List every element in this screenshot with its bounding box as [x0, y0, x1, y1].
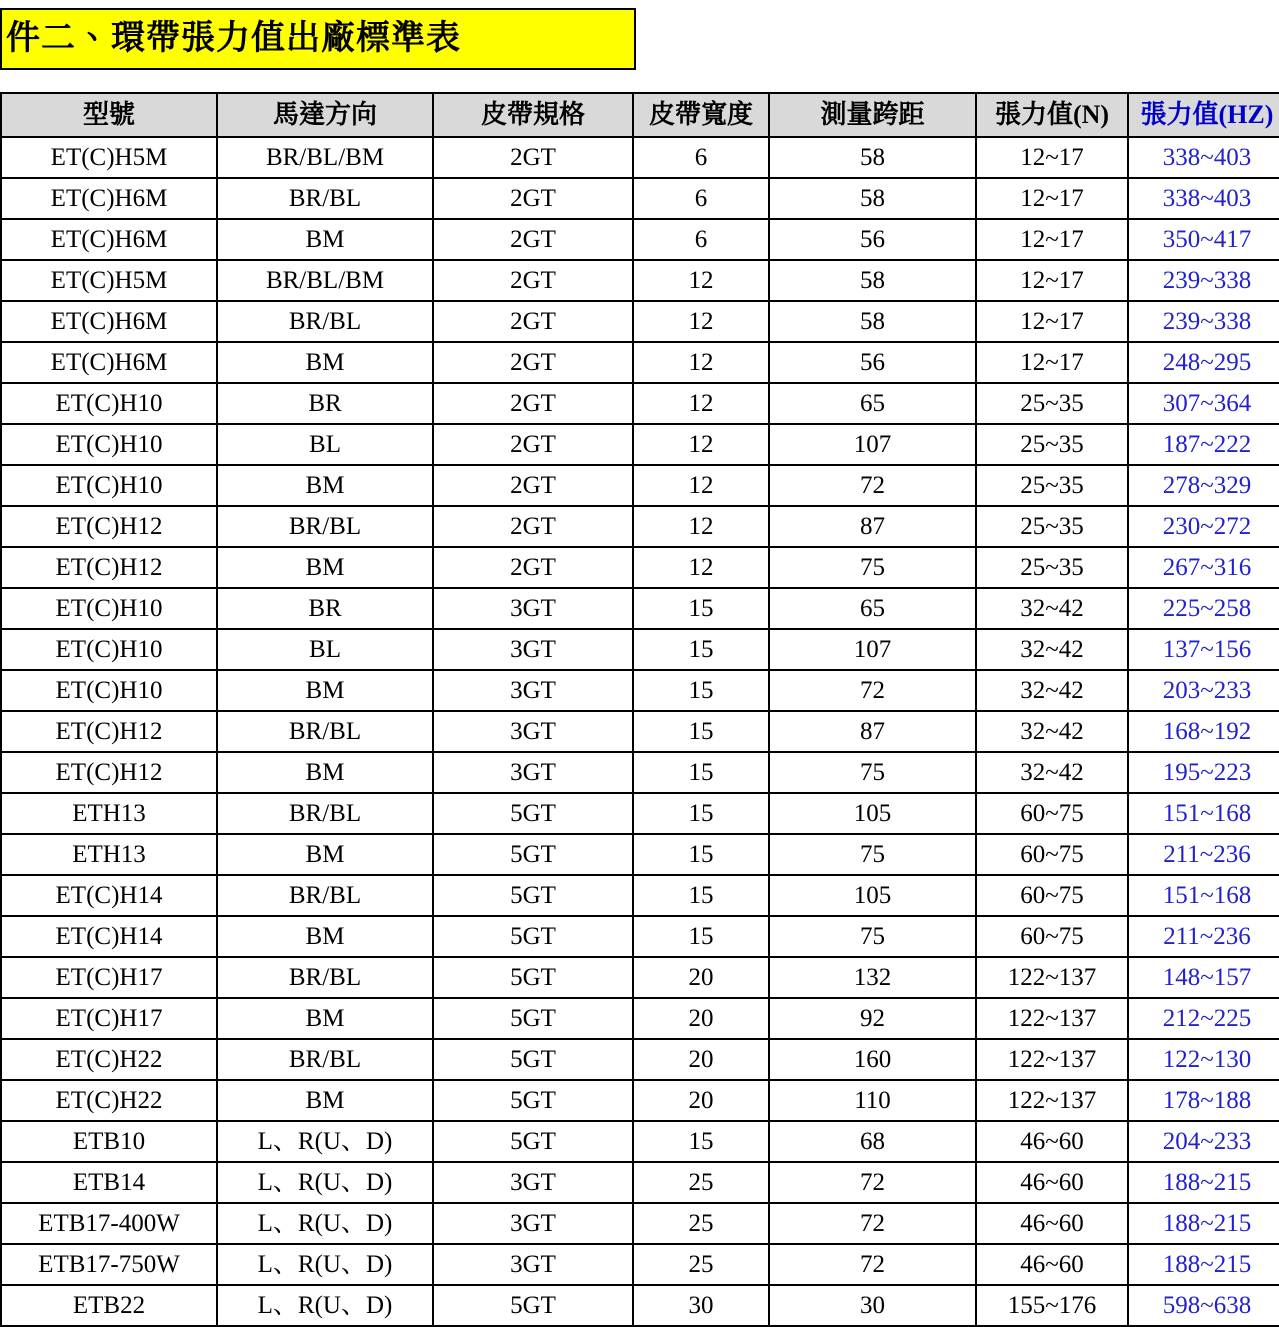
- cell-tension-hz: 212~225: [1128, 998, 1279, 1039]
- cell-motor-direction: BM: [217, 752, 433, 793]
- cell-belt-spec: 5GT: [433, 916, 633, 957]
- cell-measure-span: 65: [769, 588, 976, 629]
- cell-motor-direction: BR: [217, 383, 433, 424]
- table-row: [1, 998, 1279, 1039]
- cell-measure-span: 65: [769, 383, 976, 424]
- cell-model: ET(C)H17: [1, 957, 217, 998]
- cell-tension-hz: 598~638: [1128, 1285, 1279, 1326]
- cell-tension-n: 60~75: [976, 875, 1128, 916]
- cell-model: ET(C)H17: [1, 998, 217, 1039]
- table-row: [1, 137, 1279, 178]
- cell-measure-span: 87: [769, 506, 976, 547]
- cell-motor-direction: BM: [217, 670, 433, 711]
- cell-tension-hz: 278~329: [1128, 465, 1279, 506]
- table-row: [1, 424, 1279, 465]
- cell-tension-n: 32~42: [976, 670, 1128, 711]
- cell-motor-direction: BL: [217, 424, 433, 465]
- cell-tension-hz: 350~417: [1128, 219, 1279, 260]
- cell-motor-direction: BM: [217, 465, 433, 506]
- cell-motor-direction: BM: [217, 547, 433, 588]
- cell-tension-hz: 203~233: [1128, 670, 1279, 711]
- table-row: [1, 1244, 1279, 1285]
- cell-model: ETH13: [1, 793, 217, 834]
- cell-model: ET(C)H10: [1, 588, 217, 629]
- cell-tension-hz: 178~188: [1128, 1080, 1279, 1121]
- cell-model: ET(C)H22: [1, 1039, 217, 1080]
- cell-belt-width: 20: [633, 1080, 769, 1121]
- cell-belt-spec: 2GT: [433, 342, 633, 383]
- cell-belt-spec: 2GT: [433, 547, 633, 588]
- cell-belt-width: 6: [633, 137, 769, 178]
- cell-model: ETH13: [1, 834, 217, 875]
- cell-measure-span: 75: [769, 752, 976, 793]
- cell-belt-width: 20: [633, 1039, 769, 1080]
- cell-motor-direction: BR: [217, 588, 433, 629]
- table-header-row: [1, 93, 1279, 137]
- table-row: [1, 834, 1279, 875]
- cell-motor-direction: BM: [217, 916, 433, 957]
- table-row: [1, 793, 1279, 834]
- cell-motor-direction: BR/BL/BM: [217, 137, 433, 178]
- table-row: [1, 465, 1279, 506]
- cell-motor-direction: BR/BL: [217, 875, 433, 916]
- cell-belt-width: 15: [633, 916, 769, 957]
- cell-model: ET(C)H12: [1, 752, 217, 793]
- cell-tension-n: 60~75: [976, 834, 1128, 875]
- cell-motor-direction: BM: [217, 1080, 433, 1121]
- cell-measure-span: 75: [769, 834, 976, 875]
- cell-belt-spec: 2GT: [433, 506, 633, 547]
- cell-tension-hz: 151~168: [1128, 793, 1279, 834]
- cell-tension-hz: 338~403: [1128, 178, 1279, 219]
- cell-model: ETB17-750W: [1, 1244, 217, 1285]
- cell-measure-span: 75: [769, 916, 976, 957]
- table-row: [1, 1203, 1279, 1244]
- cell-model: ET(C)H10: [1, 465, 217, 506]
- cell-belt-width: 15: [633, 629, 769, 670]
- table-row: [1, 342, 1279, 383]
- cell-motor-direction: BR/BL: [217, 711, 433, 752]
- cell-tension-n: 12~17: [976, 219, 1128, 260]
- cell-belt-spec: 2GT: [433, 383, 633, 424]
- table-row: [1, 1285, 1279, 1326]
- cell-motor-direction: BR/BL: [217, 957, 433, 998]
- cell-motor-direction: L、R(U、D): [217, 1162, 433, 1203]
- cell-model: ET(C)H6M: [1, 219, 217, 260]
- cell-model: ET(C)H12: [1, 506, 217, 547]
- cell-belt-spec: 2GT: [433, 424, 633, 465]
- cell-measure-span: 58: [769, 178, 976, 219]
- table-row: [1, 260, 1279, 301]
- cell-measure-span: 72: [769, 1203, 976, 1244]
- cell-tension-n: 32~42: [976, 711, 1128, 752]
- cell-measure-span: 87: [769, 711, 976, 752]
- cell-measure-span: 56: [769, 219, 976, 260]
- cell-belt-spec: 5GT: [433, 1039, 633, 1080]
- cell-belt-spec: 3GT: [433, 1244, 633, 1285]
- cell-measure-span: 30: [769, 1285, 976, 1326]
- cell-belt-width: 12: [633, 301, 769, 342]
- table-row: [1, 916, 1279, 957]
- cell-belt-width: 25: [633, 1203, 769, 1244]
- cell-model: ETB17-400W: [1, 1203, 217, 1244]
- cell-belt-width: 15: [633, 670, 769, 711]
- cell-model: ET(C)H10: [1, 670, 217, 711]
- cell-belt-width: 15: [633, 711, 769, 752]
- table-row: [1, 383, 1279, 424]
- cell-tension-hz: 307~364: [1128, 383, 1279, 424]
- cell-belt-spec: 5GT: [433, 834, 633, 875]
- column-header-motor-direction: 馬達方向: [217, 93, 433, 137]
- cell-belt-spec: 2GT: [433, 301, 633, 342]
- cell-tension-hz: 267~316: [1128, 547, 1279, 588]
- cell-tension-n: 46~60: [976, 1203, 1128, 1244]
- column-header-measure-span: 測量跨距: [769, 93, 976, 137]
- tension-table-container: [0, 92, 1279, 1327]
- cell-measure-span: 58: [769, 301, 976, 342]
- cell-tension-n: 155~176: [976, 1285, 1128, 1326]
- cell-belt-spec: 5GT: [433, 1285, 633, 1326]
- column-header-belt-spec: 皮帶規格: [433, 93, 633, 137]
- cell-motor-direction: BM: [217, 998, 433, 1039]
- cell-tension-n: 122~137: [976, 957, 1128, 998]
- cell-belt-width: 12: [633, 547, 769, 588]
- cell-motor-direction: L、R(U、D): [217, 1244, 433, 1285]
- cell-tension-n: 46~60: [976, 1121, 1128, 1162]
- cell-model: ET(C)H6M: [1, 342, 217, 383]
- cell-measure-span: 107: [769, 424, 976, 465]
- cell-tension-n: 46~60: [976, 1244, 1128, 1285]
- cell-tension-hz: 230~272: [1128, 506, 1279, 547]
- cell-tension-n: 12~17: [976, 178, 1128, 219]
- cell-tension-n: 122~137: [976, 998, 1128, 1039]
- cell-tension-hz: 168~192: [1128, 711, 1279, 752]
- cell-model: ET(C)H10: [1, 383, 217, 424]
- cell-belt-spec: 2GT: [433, 260, 633, 301]
- table-row: [1, 957, 1279, 998]
- cell-belt-width: 20: [633, 998, 769, 1039]
- table-row: [1, 629, 1279, 670]
- cell-belt-spec: 3GT: [433, 711, 633, 752]
- cell-tension-hz: 148~157: [1128, 957, 1279, 998]
- cell-model: ET(C)H10: [1, 629, 217, 670]
- cell-measure-span: 72: [769, 670, 976, 711]
- column-header-model: 型號: [1, 93, 217, 137]
- cell-measure-span: 132: [769, 957, 976, 998]
- cell-measure-span: 68: [769, 1121, 976, 1162]
- cell-measure-span: 105: [769, 875, 976, 916]
- cell-tension-n: 32~42: [976, 752, 1128, 793]
- cell-measure-span: 58: [769, 137, 976, 178]
- cell-tension-n: 12~17: [976, 137, 1128, 178]
- cell-belt-width: 12: [633, 342, 769, 383]
- cell-motor-direction: BR/BL: [217, 793, 433, 834]
- cell-model: ET(C)H14: [1, 916, 217, 957]
- column-header-tension-n: 張力值(N): [976, 93, 1128, 137]
- cell-belt-spec: 3GT: [433, 670, 633, 711]
- cell-tension-n: 25~35: [976, 547, 1128, 588]
- cell-tension-hz: 225~258: [1128, 588, 1279, 629]
- cell-tension-n: 12~17: [976, 260, 1128, 301]
- cell-measure-span: 107: [769, 629, 976, 670]
- cell-belt-width: 30: [633, 1285, 769, 1326]
- cell-tension-n: 32~42: [976, 588, 1128, 629]
- cell-tension-n: 122~137: [976, 1080, 1128, 1121]
- cell-motor-direction: L、R(U、D): [217, 1285, 433, 1326]
- cell-motor-direction: BR/BL: [217, 506, 433, 547]
- cell-measure-span: 56: [769, 342, 976, 383]
- cell-tension-hz: 338~403: [1128, 137, 1279, 178]
- cell-tension-hz: 239~338: [1128, 260, 1279, 301]
- page-title: 件二、環帶張力值出廠標準表: [6, 20, 461, 57]
- cell-tension-n: 25~35: [976, 506, 1128, 547]
- cell-tension-n: 25~35: [976, 383, 1128, 424]
- cell-motor-direction: BR/BL: [217, 178, 433, 219]
- cell-measure-span: 72: [769, 1244, 976, 1285]
- column-header-belt-width: 皮帶寬度: [633, 93, 769, 137]
- cell-tension-hz: 211~236: [1128, 834, 1279, 875]
- cell-tension-n: 46~60: [976, 1162, 1128, 1203]
- table-body: [1, 137, 1279, 1326]
- cell-belt-width: 12: [633, 424, 769, 465]
- cell-motor-direction: L、R(U、D): [217, 1121, 433, 1162]
- cell-belt-width: 15: [633, 793, 769, 834]
- cell-motor-direction: BM: [217, 219, 433, 260]
- cell-measure-span: 92: [769, 998, 976, 1039]
- cell-belt-spec: 3GT: [433, 752, 633, 793]
- cell-model: ET(C)H10: [1, 424, 217, 465]
- cell-motor-direction: BR/BL/BM: [217, 260, 433, 301]
- table-row: [1, 1162, 1279, 1203]
- cell-belt-spec: 3GT: [433, 1203, 633, 1244]
- cell-tension-hz: 195~223: [1128, 752, 1279, 793]
- table-row: [1, 670, 1279, 711]
- cell-belt-spec: 2GT: [433, 178, 633, 219]
- cell-model: ET(C)H5M: [1, 137, 217, 178]
- cell-model: ET(C)H6M: [1, 301, 217, 342]
- cell-measure-span: 105: [769, 793, 976, 834]
- table-row: [1, 178, 1279, 219]
- cell-belt-spec: 5GT: [433, 1080, 633, 1121]
- cell-belt-width: 15: [633, 875, 769, 916]
- cell-motor-direction: L、R(U、D): [217, 1203, 433, 1244]
- cell-belt-width: 12: [633, 465, 769, 506]
- cell-tension-n: 122~137: [976, 1039, 1128, 1080]
- cell-tension-hz: 188~215: [1128, 1203, 1279, 1244]
- cell-motor-direction: BM: [217, 834, 433, 875]
- cell-tension-hz: 137~156: [1128, 629, 1279, 670]
- cell-tension-hz: 204~233: [1128, 1121, 1279, 1162]
- cell-belt-spec: 5GT: [433, 998, 633, 1039]
- cell-model: ET(C)H6M: [1, 178, 217, 219]
- cell-belt-spec: 5GT: [433, 957, 633, 998]
- tension-standard-table: [0, 92, 1279, 1327]
- cell-model: ETB10: [1, 1121, 217, 1162]
- cell-belt-width: 25: [633, 1162, 769, 1203]
- table-row: [1, 875, 1279, 916]
- cell-belt-width: 12: [633, 260, 769, 301]
- table-row: [1, 711, 1279, 752]
- cell-tension-n: 12~17: [976, 301, 1128, 342]
- cell-tension-n: 32~42: [976, 629, 1128, 670]
- cell-belt-spec: 2GT: [433, 219, 633, 260]
- cell-tension-n: 12~17: [976, 342, 1128, 383]
- cell-model: ETB22: [1, 1285, 217, 1326]
- cell-measure-span: 58: [769, 260, 976, 301]
- cell-tension-hz: 248~295: [1128, 342, 1279, 383]
- cell-motor-direction: BR/BL: [217, 1039, 433, 1080]
- cell-motor-direction: BL: [217, 629, 433, 670]
- cell-belt-spec: 5GT: [433, 793, 633, 834]
- cell-tension-hz: 211~236: [1128, 916, 1279, 957]
- cell-belt-spec: 3GT: [433, 588, 633, 629]
- cell-belt-width: 15: [633, 1121, 769, 1162]
- cell-model: ET(C)H5M: [1, 260, 217, 301]
- table-row: [1, 547, 1279, 588]
- cell-belt-width: 6: [633, 178, 769, 219]
- cell-tension-hz: 188~215: [1128, 1162, 1279, 1203]
- table-row: [1, 752, 1279, 793]
- cell-belt-spec: 3GT: [433, 629, 633, 670]
- cell-measure-span: 72: [769, 465, 976, 506]
- cell-belt-spec: 3GT: [433, 1162, 633, 1203]
- cell-measure-span: 110: [769, 1080, 976, 1121]
- table-row: [1, 219, 1279, 260]
- cell-measure-span: 72: [769, 1162, 976, 1203]
- cell-tension-n: 25~35: [976, 465, 1128, 506]
- column-header-tension-hz: 張力值(HZ): [1128, 93, 1279, 137]
- cell-motor-direction: BR/BL: [217, 301, 433, 342]
- cell-measure-span: 160: [769, 1039, 976, 1080]
- cell-belt-width: 12: [633, 506, 769, 547]
- cell-model: ET(C)H14: [1, 875, 217, 916]
- cell-tension-hz: 151~168: [1128, 875, 1279, 916]
- cell-belt-spec: 2GT: [433, 465, 633, 506]
- cell-tension-hz: 187~222: [1128, 424, 1279, 465]
- cell-belt-spec: 5GT: [433, 875, 633, 916]
- cell-tension-n: 25~35: [976, 424, 1128, 465]
- cell-model: ETB14: [1, 1162, 217, 1203]
- cell-belt-width: 6: [633, 219, 769, 260]
- cell-measure-span: 75: [769, 547, 976, 588]
- cell-tension-n: 60~75: [976, 916, 1128, 957]
- cell-belt-spec: 2GT: [433, 137, 633, 178]
- cell-model: ET(C)H12: [1, 547, 217, 588]
- cell-belt-width: 20: [633, 957, 769, 998]
- table-row: [1, 1039, 1279, 1080]
- cell-model: ET(C)H12: [1, 711, 217, 752]
- table-row: [1, 301, 1279, 342]
- table-row: [1, 1121, 1279, 1162]
- table-row: [1, 1080, 1279, 1121]
- table-row: [1, 588, 1279, 629]
- cell-belt-width: 15: [633, 752, 769, 793]
- cell-belt-width: 15: [633, 588, 769, 629]
- cell-tension-n: 60~75: [976, 793, 1128, 834]
- cell-tension-hz: 239~338: [1128, 301, 1279, 342]
- cell-tension-hz: 122~130: [1128, 1039, 1279, 1080]
- cell-belt-width: 15: [633, 834, 769, 875]
- cell-tension-hz: 188~215: [1128, 1244, 1279, 1285]
- title-banner: [0, 8, 636, 70]
- cell-motor-direction: BM: [217, 342, 433, 383]
- cell-model: ET(C)H22: [1, 1080, 217, 1121]
- table-row: [1, 506, 1279, 547]
- cell-belt-width: 12: [633, 383, 769, 424]
- cell-belt-spec: 5GT: [433, 1121, 633, 1162]
- cell-belt-width: 25: [633, 1244, 769, 1285]
